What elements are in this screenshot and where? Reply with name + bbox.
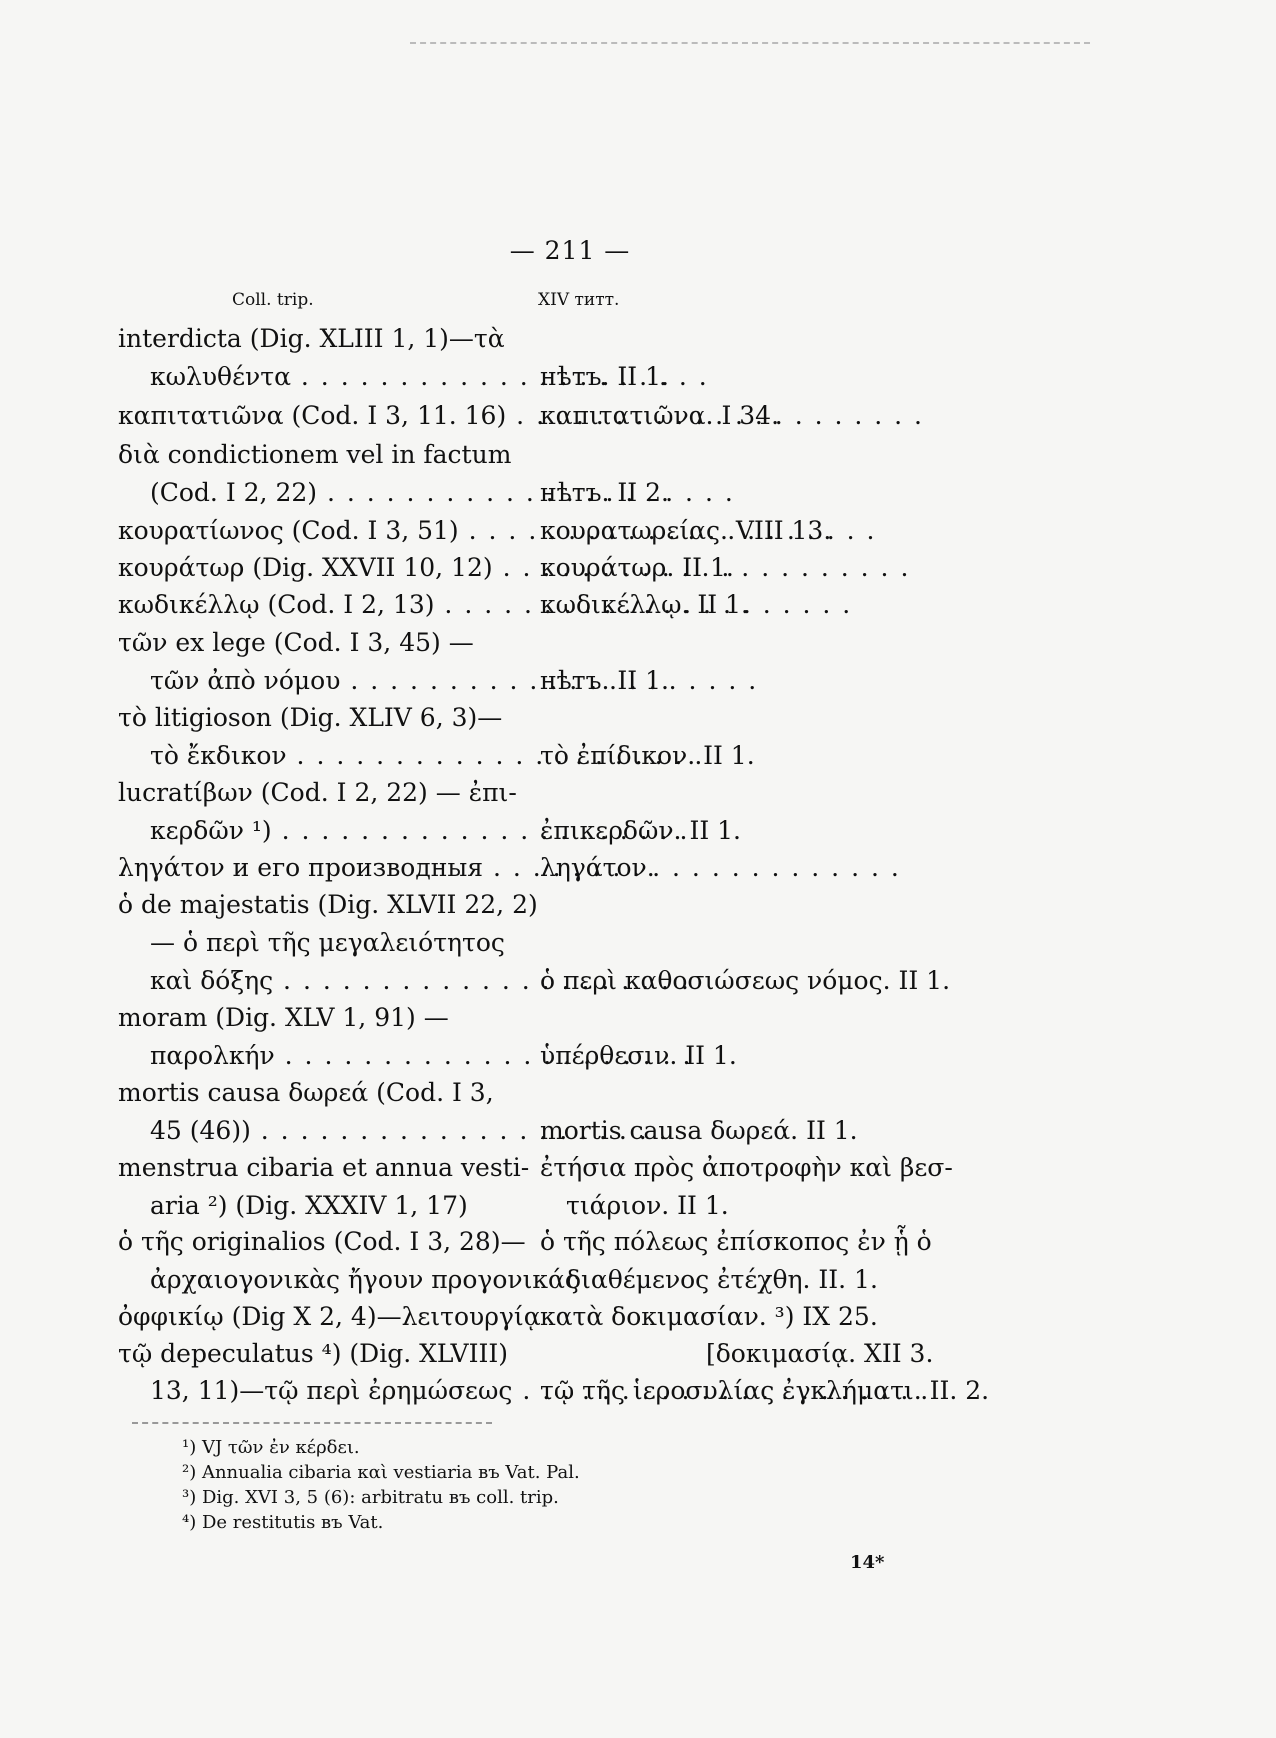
page-number: — 211 — [509,236,631,265]
entry-right: ὁ περὶ καθοσιώσεως νόμος. II 1. [540,966,951,995]
table-row [0,1112,1140,1150]
entry-right: κατὰ δοκιμασίαν. ³) IX 25. [540,1302,878,1331]
footnote: ³) Dig. XVI 3, 5 (6): arbitratu въ coll. trip. [182,1487,559,1508]
entry-right: τιάριον. II 1. [566,1191,729,1220]
entry-left: ὁ τῆς originalios (Cod. I 3, 28)— [118,1227,526,1256]
entry-left: moram (Dig. XLV 1, 91) — [118,1003,449,1032]
entry-right: καπιτατιῶνα. I 34. [540,401,780,430]
table-row [0,397,1140,435]
entry-left: menstrua cibaria et annua vesti- [118,1153,530,1182]
table-row [0,1298,1140,1336]
entry-left: ληγάτον и его производныя . . . [118,849,500,887]
table-row [0,436,1140,474]
table-row [0,999,1140,1037]
table-row [0,1223,1140,1261]
entry-right: ἐτήσια πρὸς ἀποτροφὴν καὶ βεσ- [540,1153,953,1182]
table-row [0,849,1140,887]
footnote-divider [132,1422,492,1424]
entry-left: interdicta (Dig. XLIII 1, 1)—τὰ [118,324,505,353]
table-row [0,512,1140,550]
entry-left: ὀφφικίῳ (Dig X 2, 4)—λειτουργίᾳ [118,1302,541,1331]
entry-right: ληγάτον. [540,853,655,882]
entry-right: mortis causa δωρεά. II 1. [540,1116,858,1145]
table-row [0,474,1140,512]
table-row [0,886,1140,924]
entry-right: ὁ τῆς πόλεως ἐπίσκοπος ἐν ᾗ ὁ [540,1227,932,1256]
table-row [0,1187,1140,1225]
table-row [0,320,1140,358]
entry-right: ἐπικερδῶν. II 1. [540,816,742,845]
entry-left: κουρατίωνος (Cod. I 3, 51) . . . [118,512,500,550]
footnote: ⁴) De restitutis въ Vat. [182,1512,384,1533]
entry-right: нѣтъ. II 1. [540,362,669,391]
table-row [0,1261,1140,1299]
entry-left: διὰ condictionem vel in factum [118,440,512,469]
signature-mark: 14* [850,1552,885,1573]
entry-left: mortis causa δωρεά (Cod. I 3, [118,1078,494,1107]
entry-left: τὸ ἔκδικον . . . [150,737,500,775]
table-row [0,624,1140,662]
entry-right: κουράτωρ. II 1. [540,553,734,582]
table-row [0,358,1140,396]
entry-left: παρολκήν . . . [150,1037,500,1075]
entry-left: ὁ de majestatis (Dig. XLVII 22, 2) [118,890,538,919]
entry-left: τῷ depeculatus ⁴) (Dig. XLVIII) [118,1339,508,1368]
entry-left: καπιτατιῶνα (Cod. I 3, 11. 16) . . . [118,397,500,435]
table-row [0,1149,1140,1187]
entry-left: 45 (46)) . . . [150,1112,500,1150]
footnote: ¹) VJ τῶν ἐν κέρδει. [182,1437,360,1458]
entry-left: κουράτωρ (Dig. XXVII 10, 12) . . . [118,549,500,587]
entry-left: καὶ δόξης . . . [150,962,500,1000]
table-row [0,774,1140,812]
table-row [0,924,1140,962]
entry-right: нѣтъ. II 2. [540,478,669,507]
column-header-right: XIV титт. [538,290,620,310]
entry-right: κωδικέλλῳ. II 1. [540,590,749,619]
entry-left: aria ²) (Dig. XXXIV 1, 17) [150,1191,468,1220]
entry-left: 13, 11)—τῷ περὶ ἐρημώσεως . . . [150,1372,500,1410]
table-row [0,812,1140,850]
entry-left: κερδῶν ¹) . . . [150,812,500,850]
column-header-left: Coll. trip. [232,290,314,310]
table-row [0,586,1140,624]
table-row [0,1074,1140,1112]
entry-left: τῶν ἀπὸ νόμου . . . [150,662,500,700]
entry-left: — ὁ περὶ τῆς μεγαλειότητος [150,928,505,957]
entry-left: lucratίβων (Cod. I 2, 22) — ἐπι- [118,778,517,807]
table-row [0,962,1140,1000]
entry-right: нѣтъ. II 1. [540,666,669,695]
entry-left: τὸ litigioson (Dig. XLIV 6, 3)— [118,703,503,732]
entry-right: κουρατωρείας. VIII 13. [540,516,832,545]
entry-right: ὑπέρθεσιν. II 1. [540,1041,737,1070]
entry-left: ἀρχαιογονικὰς ἤγουν προγονικάς [150,1265,579,1294]
table-row [0,1335,1140,1373]
table-row [0,1037,1140,1075]
table-row [0,737,1140,775]
entry-left: τῶν ex lege (Cod. I 3, 45) — [118,628,474,657]
table-row [0,1372,1140,1410]
entry-right: τὸ ἐπίδικον. II 1. [540,741,755,770]
entry-left: (Cod. I 2, 22) . . . [150,474,500,512]
scan-edge-line [410,42,1090,44]
table-row [0,662,1140,700]
entry-left: κωδικέλλῳ (Cod. I 2, 13) . . . [118,586,500,624]
entry-right: [δοκιμασίᾳ. XII 3. [706,1339,934,1368]
entry-left: κωλυθέντα . . . [150,358,500,396]
entry-right: τῷ τῆς ἱεροσυλίας ἐγκλήματι. II. 2. [540,1376,990,1405]
table-row [0,549,1140,587]
footnote: ²) Annualia cibaria καὶ vestiaria въ Vat. Pal. [182,1462,580,1483]
entry-right: διαθέμενος ἐτέχθη. II. 1. [566,1265,878,1294]
table-row [0,699,1140,737]
